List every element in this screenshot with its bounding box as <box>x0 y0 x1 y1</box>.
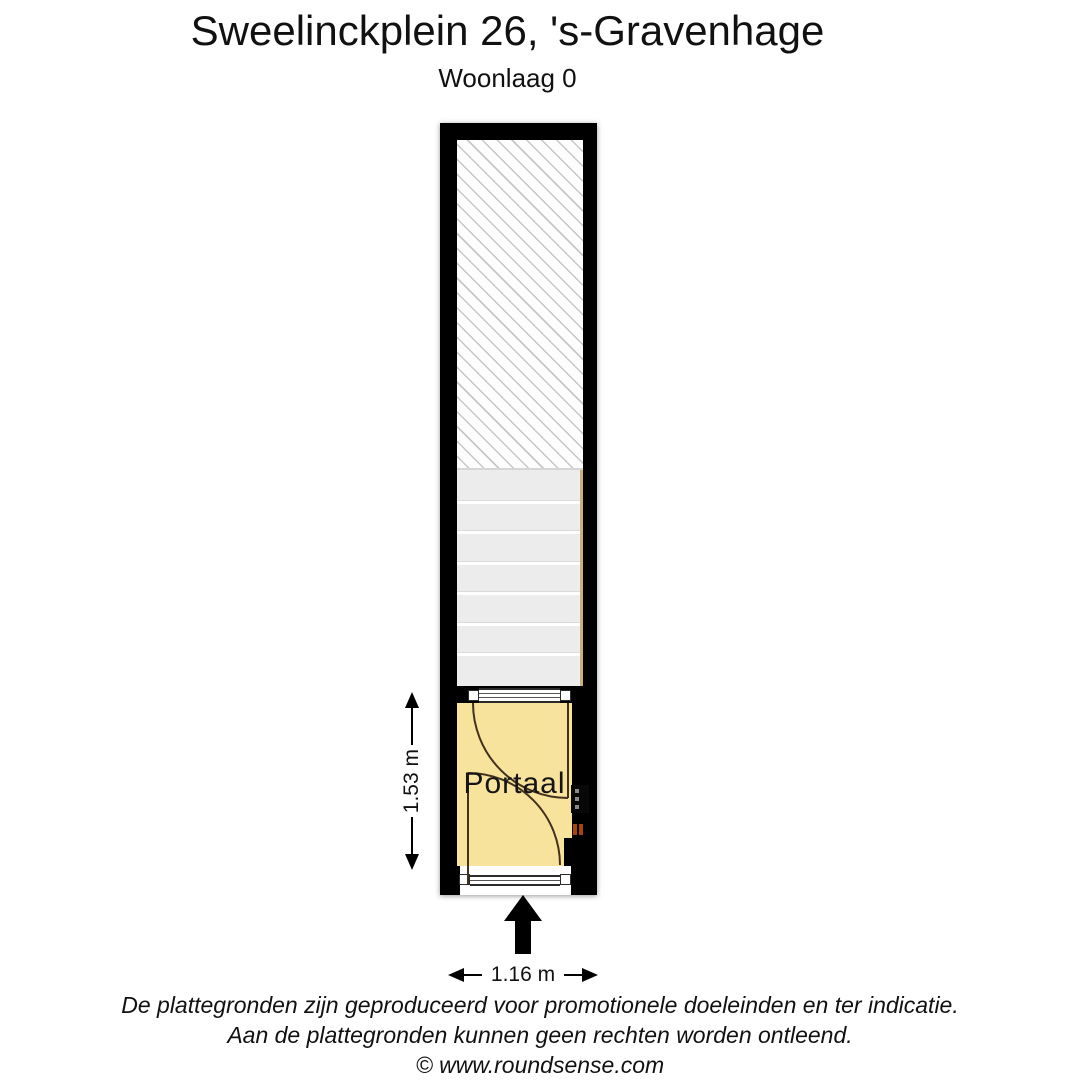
arrow-up-icon <box>405 692 419 708</box>
floor-level-subtitle: Woonlaag 0 <box>438 63 577 94</box>
height-dimension-label: 1.53 m <box>400 748 423 814</box>
dimension-line <box>411 708 413 745</box>
height-dimension <box>397 692 427 870</box>
entrance-arrow-stem <box>515 920 531 954</box>
page-title: Sweelinckplein 26, 's-Gravenhage <box>190 7 825 54</box>
arrow-right-icon <box>582 968 598 982</box>
arrow-down-icon <box>405 854 419 870</box>
disclaimer-line-1: De plattegronden zijn geproduceerd voor promotionele doeleinden en ter indicatie. <box>121 992 959 1018</box>
dimension-line <box>411 817 413 854</box>
floorplan-drawing <box>440 123 597 895</box>
disclaimer <box>0 990 1080 1080</box>
page-header <box>0 8 1015 94</box>
disclaimer-line-2: Aan de plattegronden kunnen geen rechten worden ontleend. <box>227 1022 853 1048</box>
width-dimension-label: 1.16 m <box>490 963 556 986</box>
room-label: Portaal <box>463 767 566 800</box>
width-dimension <box>448 960 598 990</box>
arrow-left-icon <box>448 968 464 982</box>
copyright-line: © www.roundsense.com <box>415 1052 665 1078</box>
dimension-line <box>464 974 482 976</box>
dimension-line <box>564 974 582 976</box>
entrance-arrow-icon <box>504 895 542 921</box>
